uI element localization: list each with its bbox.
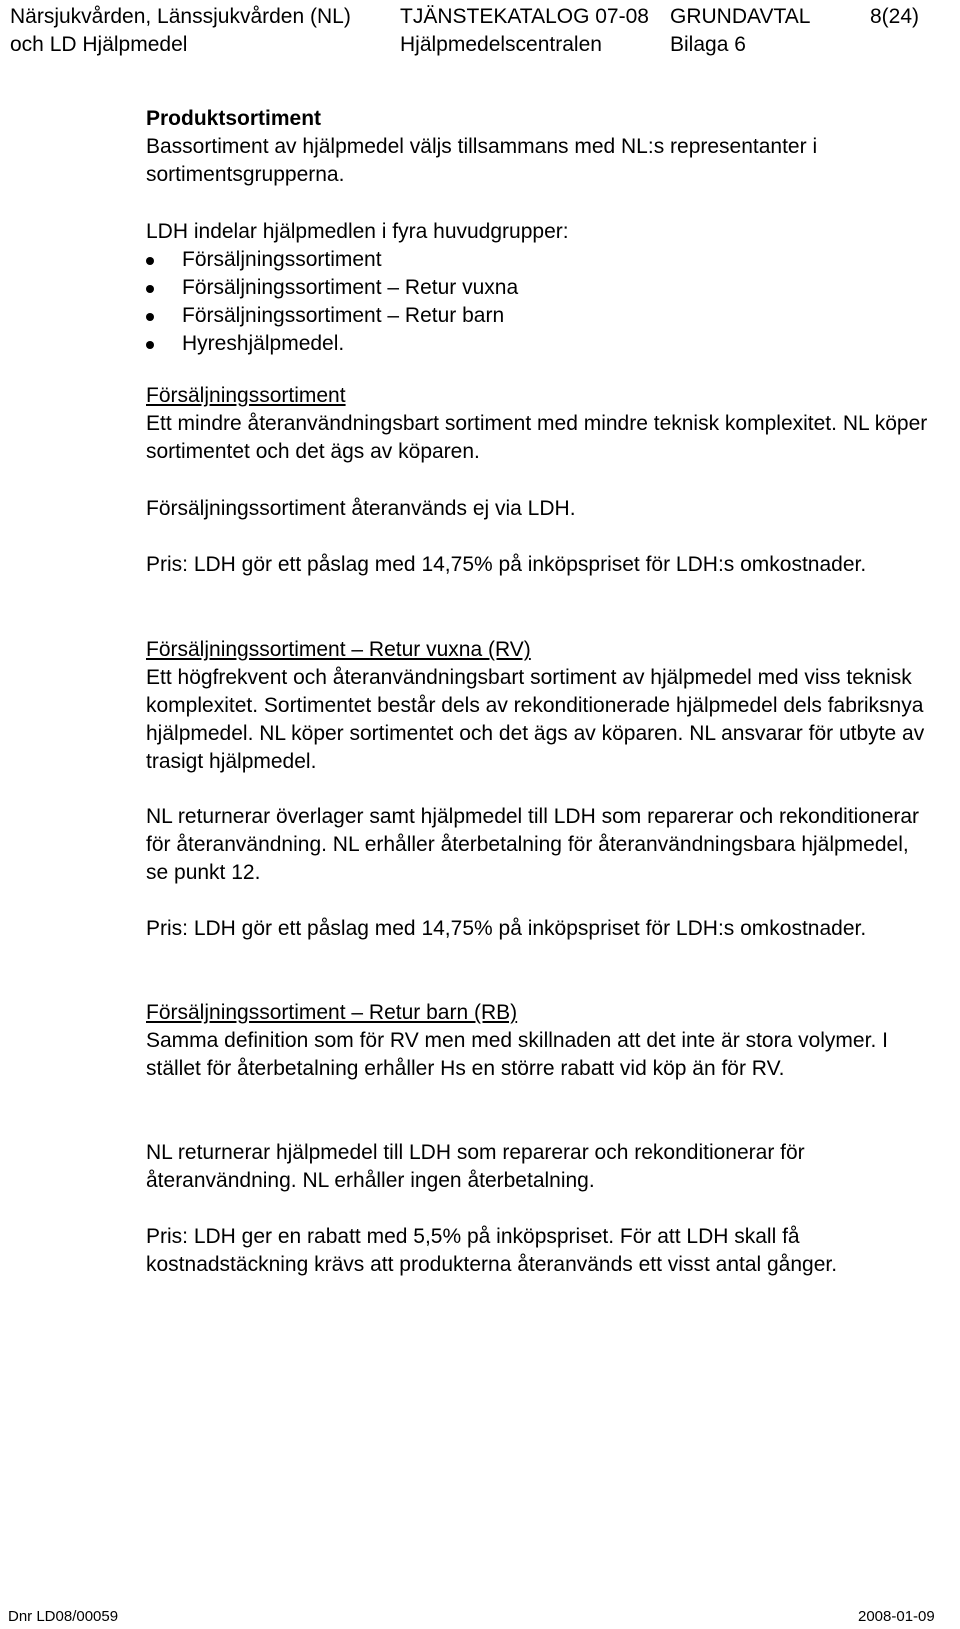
fs-paragraph-3: Pris: LDH gör ett påslag med 14,75% på inköpspriset för LDH:s omkostnader. bbox=[146, 553, 867, 576]
rb-paragraph-3: Pris: LDH ger en rabatt med 5,5% på inköpspriset. För att LDH skall få kostnadstäckning krävs att produkterna återanvänds ett visst antal gånger. bbox=[146, 1225, 838, 1276]
rv-heading: Försäljningssortiment – Retur vuxna (RV) bbox=[146, 638, 531, 661]
rv-paragraph-3: Pris: LDH gör ett påslag med 14,75% på inköpspriset för LDH:s omkostnader. bbox=[146, 917, 867, 940]
header-left-line1: Närsjukvården, Länssjukvården (NL) bbox=[10, 5, 351, 28]
section-title: Produktsortiment bbox=[146, 107, 322, 130]
intro-paragraph: Bassortiment av hjälpmedel väljs tillsammans med NL:s representanter i sortimentsgrupperna. bbox=[146, 135, 818, 186]
header-appendix: Bilaga 6 bbox=[670, 33, 746, 56]
bullet-icon bbox=[146, 341, 154, 349]
rv-paragraph-1: Ett högfrekvent och återanvändningsbart sortiment av hjälpmedel med viss teknisk komplexitet. Sortimentet består dels av rekonditionerade hjälpmedel dels fabriksnya hjälpmedel. NL köper sortimentet och det ägs av köparen. NL ansvarar för utbyte av trasigt hjälpmedel. bbox=[146, 666, 925, 773]
intro-block bbox=[146, 105, 936, 189]
header-left-line2: och LD Hjälpmedel bbox=[10, 33, 188, 56]
rb-section bbox=[146, 999, 936, 1083]
footer-date: 2008-01-09 bbox=[858, 1608, 935, 1625]
rv-paragraph-2: NL returnerar överlager samt hjälpmedel till LDH som reparerar och rekonditionerar för återanvändning. NL erhåller återbetalning för återanvändningsbara hjälpmedel, se punkt 12. bbox=[146, 805, 920, 884]
footer-document-number: Dnr LD08/00059 bbox=[8, 1608, 119, 1625]
fs-paragraph-2: Försäljningssortiment återanvänds ej via LDH. bbox=[146, 497, 576, 520]
header-page-number: 8(24) bbox=[870, 5, 920, 28]
groups-intro: LDH indelar hjälpmedlen i fyra huvudgrupper: bbox=[146, 220, 569, 243]
rb-paragraph-1: Samma definition som för RV men med skillnaden att det inte är stora volymer. I stället för återbetalning erhåller Hs en större rabatt vid köp än för RV. bbox=[146, 1029, 888, 1080]
fs-heading: Försäljningssortiment bbox=[146, 384, 346, 407]
bullet-icon bbox=[146, 313, 154, 321]
header-department: Hjälpmedelscentralen bbox=[400, 33, 602, 56]
rb-heading: Försäljningssortiment – Retur barn (RB) bbox=[146, 1001, 518, 1024]
header-catalog-title: TJÄNSTEKATALOG 07-08 bbox=[400, 5, 649, 28]
bullet-icon bbox=[146, 285, 154, 293]
rv-section bbox=[146, 636, 936, 776]
header-agreement: GRUNDAVTAL bbox=[670, 5, 811, 28]
rb-paragraph-2: NL returnerar hjälpmedel till LDH som reparerar och rekonditionerar för återanvändning. NL erhåller ingen återbetalning. bbox=[146, 1141, 805, 1192]
fs-section bbox=[146, 382, 936, 466]
fs-paragraph-1: Ett mindre återanvändningsbart sortiment med mindre teknisk komplexitet. NL köper sortimentet och det ägs av köparen. bbox=[146, 412, 928, 463]
bullet-icon bbox=[146, 257, 154, 265]
